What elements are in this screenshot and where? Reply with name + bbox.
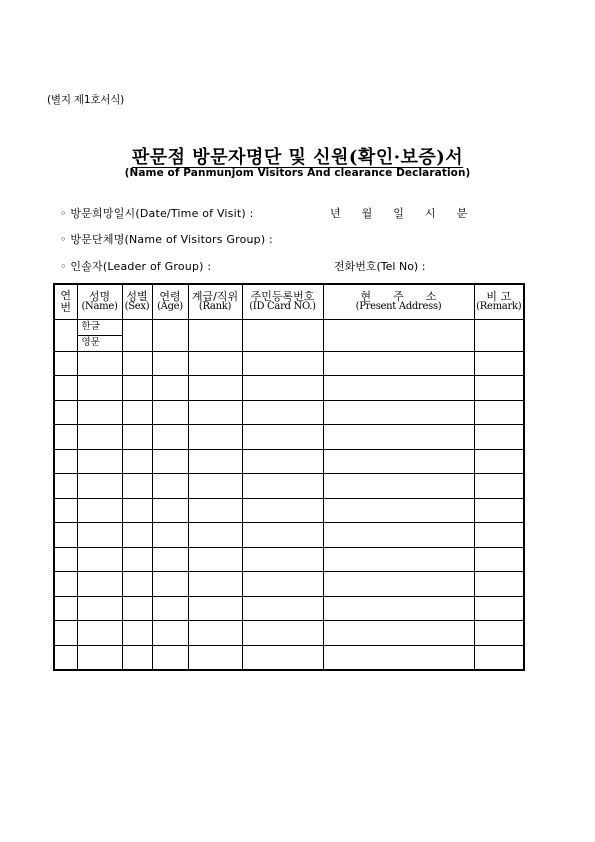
cell-rank[interactable] <box>188 400 242 425</box>
cell-sex[interactable] <box>122 425 152 450</box>
cell-name[interactable] <box>77 376 122 401</box>
col-header-address <box>323 284 474 319</box>
cell-number[interactable] <box>54 523 77 548</box>
cell-address[interactable] <box>323 645 474 670</box>
cell-id-card[interactable] <box>242 547 323 572</box>
cell-rank[interactable] <box>188 449 242 474</box>
col-header-en: (Present Address) <box>355 301 442 313</box>
col-header-rank <box>188 284 242 319</box>
cell-age[interactable] <box>152 474 188 499</box>
col-header-age <box>152 284 188 319</box>
table-row <box>54 425 524 450</box>
cell-id-card[interactable] <box>242 523 323 548</box>
col-header-id-card <box>242 284 323 319</box>
cell-number[interactable] <box>54 319 77 351</box>
cell-remark[interactable] <box>474 596 524 621</box>
cell-remark[interactable] <box>474 319 524 351</box>
cell-id-card[interactable] <box>242 376 323 401</box>
col-header-ko: 연령 <box>159 289 181 303</box>
cell-address[interactable] <box>323 319 474 351</box>
visit-date-units <box>330 205 488 221</box>
table-row <box>54 449 524 474</box>
cell-number[interactable] <box>54 474 77 499</box>
cell-rank[interactable] <box>188 572 242 597</box>
cell-id-card[interactable] <box>242 645 323 670</box>
cell-remark[interactable] <box>474 400 524 425</box>
cell-age[interactable] <box>152 572 188 597</box>
col-header-en: (Age) <box>157 301 183 313</box>
cell-remark[interactable] <box>474 621 524 646</box>
date-unit-year: 년 <box>330 207 341 220</box>
cell-remark[interactable] <box>474 351 524 376</box>
cell-number[interactable] <box>54 449 77 474</box>
col-header-en: (Sex) <box>124 301 150 313</box>
table-row <box>54 547 524 572</box>
cell-id-card[interactable] <box>242 621 323 646</box>
cell-number[interactable] <box>54 425 77 450</box>
cell-age[interactable] <box>152 425 188 450</box>
name-korean-label: 한글 <box>77 319 122 335</box>
cell-sex[interactable] <box>122 645 152 670</box>
cell-number[interactable] <box>54 621 77 646</box>
cell-remark[interactable] <box>474 572 524 597</box>
cell-remark[interactable] <box>474 474 524 499</box>
cell-id-card[interactable] <box>242 351 323 376</box>
cell-address[interactable] <box>323 351 474 376</box>
cell-address[interactable] <box>323 425 474 450</box>
cell-sex[interactable] <box>122 572 152 597</box>
date-unit-hour: 시 <box>424 207 436 220</box>
cell-rank[interactable] <box>188 351 242 376</box>
col-header-en: (Remark) <box>476 301 522 313</box>
cell-rank[interactable] <box>188 645 242 670</box>
cell-id-card[interactable] <box>242 572 323 597</box>
name-english-label: 영문 <box>77 335 122 351</box>
cell-rank[interactable] <box>188 596 242 621</box>
cell-number[interactable] <box>54 645 77 670</box>
col-header-ko: 성별 <box>126 289 148 303</box>
cell-id-card[interactable] <box>242 474 323 499</box>
visitor-roster-table <box>53 283 525 671</box>
cell-remark[interactable] <box>474 449 524 474</box>
cell-id-card[interactable] <box>242 449 323 474</box>
cell-sex[interactable] <box>122 474 152 499</box>
cell-sex[interactable] <box>122 523 152 548</box>
col-header-ko: 연 <box>60 289 72 303</box>
cell-address[interactable] <box>323 449 474 474</box>
tel-label: 전화번호(Tel No) : <box>334 260 426 273</box>
col-header-ko: 성명 <box>88 289 111 303</box>
cell-number[interactable] <box>54 376 77 401</box>
cell-rank[interactable] <box>188 498 242 523</box>
cell-id-card[interactable] <box>242 319 323 351</box>
cell-name[interactable] <box>77 645 122 670</box>
cell-remark[interactable] <box>474 425 524 450</box>
table-row <box>54 596 524 621</box>
cell-age[interactable] <box>152 621 188 646</box>
cell-age[interactable] <box>152 351 188 376</box>
cell-age[interactable] <box>152 645 188 670</box>
cell-remark[interactable] <box>474 645 524 670</box>
date-unit-month: 월 <box>361 207 373 220</box>
title-text: 판문점 방문자명단 및 신원(확인·보증)서 <box>131 147 464 168</box>
col-header-sex <box>122 284 152 319</box>
cell-number[interactable] <box>54 572 77 597</box>
table-row <box>54 474 524 499</box>
cell-id-card[interactable] <box>242 498 323 523</box>
cell-sex[interactable] <box>122 547 152 572</box>
table-row <box>54 523 524 548</box>
cell-address[interactable] <box>323 474 474 499</box>
table-row <box>54 621 524 646</box>
table-row-first <box>54 319 524 335</box>
col-header-remark <box>474 284 524 319</box>
col-header-en: (Name) <box>81 301 118 313</box>
cell-remark[interactable] <box>474 547 524 572</box>
cell-remark[interactable] <box>474 376 524 401</box>
cell-number[interactable] <box>54 351 77 376</box>
date-unit-day: 일 <box>393 207 404 220</box>
table-row <box>54 498 524 523</box>
cell-name[interactable] <box>77 572 122 597</box>
cell-rank[interactable] <box>188 621 242 646</box>
cell-age[interactable] <box>152 376 188 401</box>
cell-name[interactable] <box>77 523 122 548</box>
col-header-name <box>77 284 122 319</box>
col-header-en: (ID Card NO.) <box>249 301 316 313</box>
cell-age[interactable] <box>152 449 188 474</box>
cell-address[interactable] <box>323 376 474 401</box>
cell-rank[interactable] <box>188 425 242 450</box>
table-row <box>54 645 524 670</box>
cell-number[interactable] <box>54 547 77 572</box>
table-row <box>54 376 524 401</box>
table-header-row <box>54 284 524 319</box>
cell-age[interactable] <box>152 319 188 351</box>
cell-rank[interactable] <box>188 319 242 351</box>
table-row <box>54 400 524 425</box>
form-number: (별지 제1호서식) <box>47 94 125 106</box>
cell-name[interactable] <box>77 621 122 646</box>
cell-rank[interactable] <box>188 547 242 572</box>
cell-name[interactable] <box>77 400 122 425</box>
cell-address[interactable] <box>323 572 474 597</box>
cell-name[interactable] <box>77 498 122 523</box>
table-row <box>54 351 524 376</box>
cell-age[interactable] <box>152 596 188 621</box>
cell-number[interactable] <box>54 400 77 425</box>
cell-address[interactable] <box>323 596 474 621</box>
cell-sex[interactable] <box>122 449 152 474</box>
cell-address[interactable] <box>323 400 474 425</box>
document-title <box>0 143 595 169</box>
cell-name[interactable] <box>77 474 122 499</box>
document-subtitle: (Name of Panmunjom Visitors And clearance Declaration) <box>124 167 471 179</box>
blank-rows <box>54 351 524 670</box>
cell-name[interactable] <box>77 425 122 450</box>
cell-name[interactable] <box>77 351 122 376</box>
cell-name[interactable] <box>77 596 122 621</box>
cell-id-card[interactable] <box>242 400 323 425</box>
cell-sex[interactable] <box>122 498 152 523</box>
cell-age[interactable] <box>152 547 188 572</box>
cell-sex[interactable] <box>122 376 152 401</box>
table-row <box>54 572 524 597</box>
cell-address[interactable] <box>323 523 474 548</box>
cell-sex[interactable] <box>122 400 152 425</box>
cell-address[interactable] <box>323 547 474 572</box>
cell-name[interactable] <box>77 449 122 474</box>
col-header-ko: 현 주 소 <box>360 289 437 303</box>
group-name-label: ◦ 방문단체명(Name of Visitors Group) : <box>60 233 273 246</box>
cell-sex[interactable] <box>122 351 152 376</box>
cell-remark[interactable] <box>474 523 524 548</box>
cell-age[interactable] <box>152 523 188 548</box>
cell-sex[interactable] <box>122 319 152 351</box>
visit-date-label: ◦ 방문희망일시(Date/Time of Visit) : <box>60 207 254 220</box>
cell-age[interactable] <box>152 400 188 425</box>
cell-number[interactable] <box>54 498 77 523</box>
cell-rank[interactable] <box>188 376 242 401</box>
cell-id-card[interactable] <box>242 596 323 621</box>
col-header-ko: 주민등록번호 <box>250 289 315 303</box>
cell-sex[interactable] <box>122 596 152 621</box>
col-header-en: 번 <box>60 300 72 314</box>
cell-number[interactable] <box>54 596 77 621</box>
cell-address[interactable] <box>323 498 474 523</box>
col-header-en: (Rank) <box>198 301 232 313</box>
cell-remark[interactable] <box>474 498 524 523</box>
cell-rank[interactable] <box>188 523 242 548</box>
col-header-ko: 비 고 <box>486 289 512 303</box>
col-header-number <box>54 284 77 319</box>
leader-label: ◦ 인솔자(Leader of Group) : <box>60 260 212 273</box>
col-header-ko: 계급/직위 <box>191 289 239 303</box>
cell-name[interactable] <box>77 547 122 572</box>
date-unit-minute: 분 <box>456 207 468 220</box>
cell-id-card[interactable] <box>242 425 323 450</box>
cell-age[interactable] <box>152 498 188 523</box>
cell-rank[interactable] <box>188 474 242 499</box>
cell-sex[interactable] <box>122 621 152 646</box>
cell-address[interactable] <box>323 621 474 646</box>
